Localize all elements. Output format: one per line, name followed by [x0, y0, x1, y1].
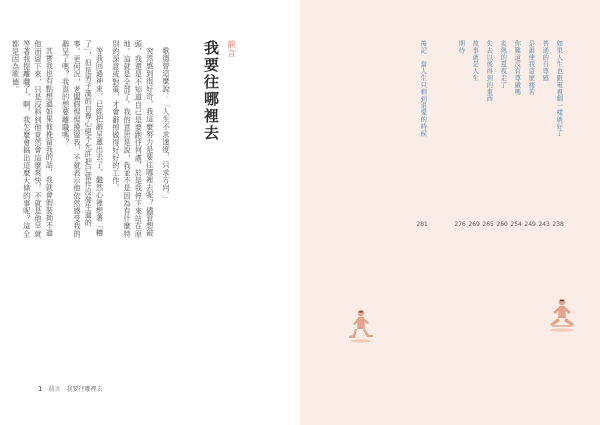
toc-entry-title: 故事就是人生: [471, 40, 479, 82]
body-text: [5, 40, 172, 240]
page-footer: [38, 384, 103, 393]
toc-entry-page: 254: [510, 221, 522, 228]
table-of-contents: [413, 40, 566, 230]
footer-section: 前言: [48, 386, 61, 393]
right-page: [300, 0, 600, 425]
toc-entry-page: 243: [538, 221, 550, 228]
toc-entry-title: 如果人生也跟電視劇一樣就好了: [555, 40, 563, 137]
toc-entry-page: 265: [482, 221, 494, 228]
kneeling-figure-icon: [345, 308, 377, 346]
toc-entry[interactable]: [524, 40, 536, 228]
toc-entry-page: 276: [454, 221, 466, 228]
preface-label: 前言: [227, 40, 236, 58]
footer-title: 我要往哪裡去: [66, 386, 103, 393]
paragraph: 其實我也有點想過如果他挽留我的話，我就會假裝拗不過他而留下來，只是沒料到他竟然會這麼爽快。不就是他早就等著我提離職了，啊，我怎麼會搞出這麼大條的事呢？這全都是因為歌德。: [11, 40, 55, 238]
sitting-figure-icon: [544, 296, 580, 336]
toc-entry-page: 260: [496, 221, 508, 228]
toc-entry-postscript[interactable]: [416, 40, 428, 228]
toc-entry[interactable]: [454, 40, 466, 228]
chapter-title: 我要往哪裡去: [202, 40, 220, 142]
toc-entry[interactable]: [552, 40, 564, 228]
toc-entry-title: 是誰使我這麼痛苦: [527, 40, 535, 96]
toc-entry[interactable]: [510, 40, 522, 228]
postscript-subtitle: 當人生只剩到退愛的時候: [419, 60, 427, 137]
paragraph: 等我回過神來，已經把辭呈遞出去了，繼然心裡想著「糟了」，但是男子漢的自尊心絕不允許把已當作沒發生過的事。更何況，老闆假惺惺挽留我，不就表示他依然感受我的辭呈了嗎？我真的想要離職嗎？: [61, 40, 105, 238]
toc-entry-title: 炙熱的夏夜走了: [499, 40, 507, 89]
toc-entry-page: 249: [524, 221, 536, 228]
toc-entry-title: 你難道沒有尊嚴嗎: [513, 40, 521, 96]
toc-entry[interactable]: [482, 40, 494, 228]
toc-entry-page: 269: [468, 221, 480, 228]
toc-entry[interactable]: [496, 40, 508, 228]
toc-entry-title: [419, 40, 425, 200]
page-number: 1: [38, 384, 43, 393]
toc-entry-page: 281: [416, 221, 428, 228]
toc-entry-title: 普通的自尊感: [541, 40, 549, 82]
toc-entry[interactable]: [468, 40, 480, 228]
toc-entry-title: 失去以後得到的東西: [485, 40, 493, 103]
toc-entry-page: 238: [552, 221, 564, 228]
postscript-label: 後記: [419, 40, 427, 54]
toc-entry[interactable]: [538, 40, 550, 228]
paragraph: 歌德曾這麼說：「人生不求速度，只求方向。」: [162, 47, 171, 204]
toc-entry-title: 期待: [457, 40, 465, 54]
paragraph: 突然感到很好奇，我這麼努力是要往哪裡去呢？儘管想破頭，我還是不知道自己是要跑往何處，於是我停下來站在原地。這就是全部了。我的意思是說，我並不是因為有什麼特別的深意或對策，才會辭掉做得好好的工作。: [111, 40, 155, 238]
